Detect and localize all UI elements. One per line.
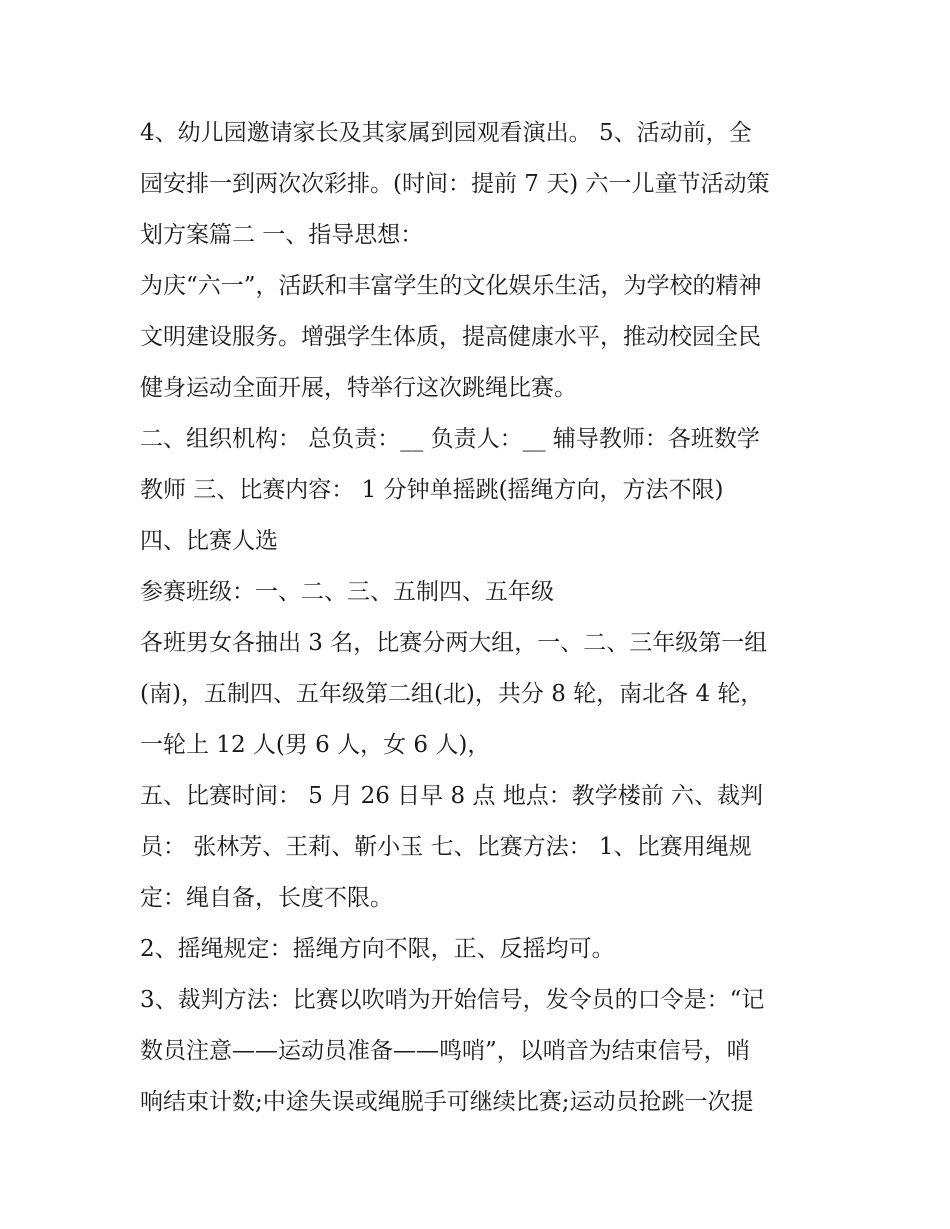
text-line: 文明建设服务。增强学生体质，提高健康水平，推动校园全民 [140,324,761,350]
text-line: 一轮上 12 人(男 6 人，女 6 人)， [140,732,491,758]
text-line: 二、组织机构： 总负责：__ 负责人：__ 辅导教师：各班数学 [140,426,760,452]
text-line: 响结束计数;中途失误或绳脱手可继续比赛;运动员抢跳一次提 [140,1089,754,1115]
text-line: 园安排一到两次次彩排。(时间：提前 7 天) 六一儿童节活动策 [140,171,770,197]
text-line: 2、摇绳规定：摇绳方向不限，正、反摇均可。 [140,936,615,962]
text-line: 教师 三、比赛内容： 1 分钟单摇跳(摇绳方向，方法不限) [140,477,724,503]
text-line: 健身运动全面开展，特举行这次跳绳比赛。 [140,375,577,401]
text-line: 四、比赛人选 [140,528,278,554]
text-line: 为庆“六一”，活跃和丰富学生的文化娱乐生活，为学校的精神 [140,273,762,299]
text-line: 参赛班级：一、二、三、五制四、五年级 [140,579,554,605]
text-line: 数员注意——运动员准备——鸣哨”，以哨音为结束信号，哨 [140,1038,750,1064]
text-line: 定：绳自备，长度不限。 [140,885,393,911]
text-line: 4、幼儿园邀请家长及其家属到园观看演出。 5、活动前，全 [140,120,752,146]
text-line: 各班男女各抽出 3 名，比赛分两大组，一、二、三年级第一组 [140,630,768,656]
text-line: 3、裁判方法：比赛以吹哨为开始信号，发令员的口令是：“记 [140,987,765,1013]
text-line: 五、比赛时间： 5 月 26 日早 8 点 地点：教学楼前 六、裁判 [140,783,764,809]
text-line: 员： 张林芳、王莉、靳小玉 七、比赛方法： 1、比赛用绳规 [140,834,752,860]
text-line: 划方案篇二 一、指导思想： [140,222,424,248]
text-line: (南)，五制四、五年级第二组(北)，共分 8 轮，南北各 4 轮， [140,681,764,707]
document-body [140,108,840,1128]
